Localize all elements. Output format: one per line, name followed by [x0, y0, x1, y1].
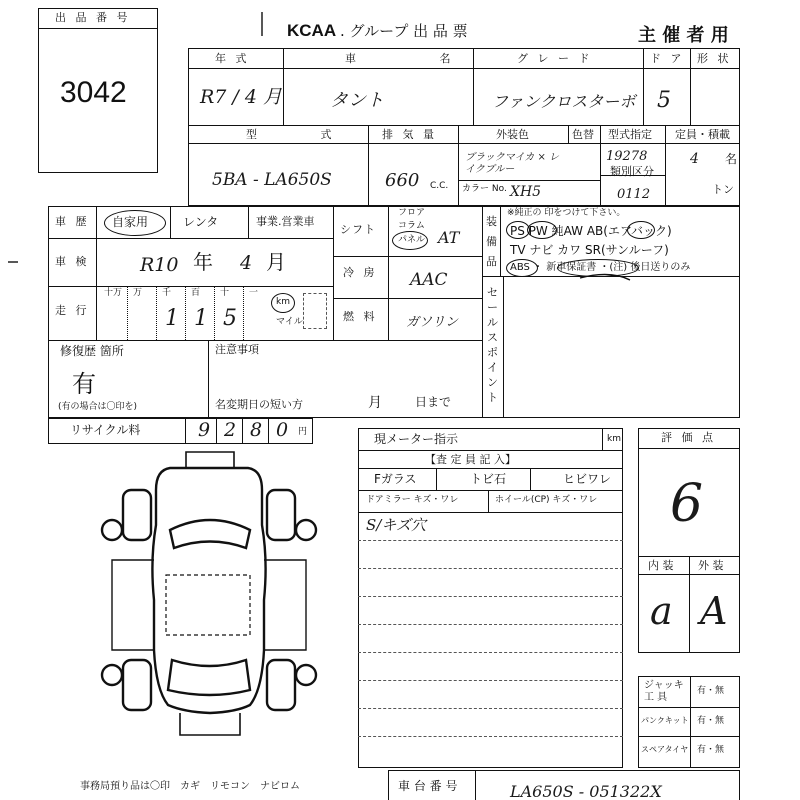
displacement-value: 660 [385, 170, 420, 191]
exterior-value: A [700, 589, 728, 633]
model-value: 5BA - LA650S [212, 170, 332, 190]
shift-option-panel[interactable]: パネル [398, 235, 426, 245]
mileage-digit-header: 十万 [104, 288, 123, 298]
handwritten-marks [8, 12, 630, 280]
color-code-label: カラー No. [462, 184, 507, 194]
notes-deadline-label: 名変期日の短い方 [215, 398, 303, 411]
grade-value: ファンクロスターボ [492, 92, 636, 111]
recycle-unit: 円 [298, 427, 308, 437]
notes-label: 注意事項 [215, 343, 259, 356]
equipment-row-3: ABS ・ 新車保証書 ・(注) 後日送りのみ [510, 262, 691, 273]
tool-puncture-value: 有・無 [697, 716, 725, 726]
inspection-month-value: 4 [240, 252, 253, 274]
doors-label: ド ア [650, 52, 685, 65]
exterior-color-label: 外装色 [496, 128, 529, 141]
mileage-digit-header: 百 [191, 288, 201, 298]
inspector-wheel: ホイール(CP) キズ・ワレ [495, 495, 598, 505]
fuel-value: ガソリン [406, 315, 459, 330]
color-code-value: XH5 [510, 184, 542, 200]
interior-value: a [650, 589, 673, 633]
fuel-label: 燃 料 [343, 310, 378, 323]
mileage-label: 走 行 [55, 304, 90, 317]
sheet-title: . グループ 出 品 票 [340, 22, 468, 40]
capacity-value: 4 [690, 151, 699, 167]
year-label: 年 式 [215, 52, 250, 65]
recycle-digit: 9 [198, 419, 211, 441]
recycle-digit: 8 [250, 419, 263, 441]
tool-puncture-label: パンクキット [641, 716, 689, 725]
shift-option-floor[interactable]: フロア [398, 208, 426, 218]
meter-unit: km [607, 434, 621, 444]
repair-note: (有の場合は〇印を) [58, 402, 138, 412]
tool-spare-value: 有・無 [697, 745, 725, 755]
equipment-note: ※純正の 印をつけて下さい。 [507, 208, 626, 218]
inspection-year-unit: 年 [193, 250, 213, 274]
equipment-label: 装 備 品 [486, 215, 497, 268]
model-label: 型 式 [246, 128, 362, 141]
score-value: 6 [670, 474, 704, 534]
recycle-digit: 2 [224, 419, 237, 441]
doors-value: 5 [657, 88, 671, 113]
category-label: 類別区分 [610, 165, 654, 178]
lot-number-label: 出 品 番 号 [55, 11, 131, 24]
capacity-label: 定員・積載 [675, 128, 730, 141]
office-note: 事務局預り品は〇印 カギ リモコン ナビロム [80, 781, 300, 792]
sales-point-label: セールスポイント [487, 286, 498, 404]
color-change-label: 色替 [572, 128, 594, 141]
category-value: 0112 [617, 187, 651, 202]
mileage-digit-header: 一 [249, 288, 259, 298]
recycle-label: リサイクル料 [70, 423, 141, 437]
tool-jack-label: ジャッキ 工 具 [644, 680, 684, 703]
history-option-private[interactable]: 自家用 [112, 215, 149, 229]
exterior-label: 外 装 [698, 559, 724, 572]
mileage-digit: 1 [194, 306, 208, 331]
repair-label: 修復歴 箇所 [60, 344, 124, 358]
tool-jack-value: 有・無 [697, 686, 725, 696]
load-unit: トン [712, 183, 734, 196]
type-designation-value: 19278 [606, 149, 648, 164]
mileage-unit-km: km [276, 297, 290, 307]
displacement-unit: C.C. [430, 181, 449, 191]
ac-value: AAC [410, 270, 448, 290]
chassis-value: LA650S - 051322X [510, 782, 662, 800]
shape-label: 形 状 [697, 52, 732, 65]
inspection-month-unit: 月 [266, 250, 286, 274]
type-designation-label: 型式指定 [608, 128, 652, 141]
inspector-chip: トビ石 [470, 472, 507, 486]
inspector-crack: ヒビワレ [563, 472, 612, 486]
mileage-digit: 1 [165, 306, 179, 331]
mileage-digit-header: 十 [220, 288, 230, 298]
notes-day-unit: 日まで [415, 395, 452, 409]
recycle-digit: 0 [276, 419, 289, 441]
history-option-rental[interactable]: レンタ [183, 215, 219, 229]
mileage-digit-header: 万 [133, 288, 143, 298]
inspector-door-mirror: ドアミラー キズ・ワレ [366, 495, 459, 505]
name-label: 車 名 [345, 52, 491, 65]
inspection-era-value: R10 [140, 254, 179, 276]
history-option-business[interactable]: 事業.営業車 [256, 215, 315, 228]
grade-label: グ レ ー ド [517, 52, 593, 65]
copy-type: 主 催 者 用 [638, 25, 729, 46]
equipment-row-1: PS PW 純AW AB(エアバック) [510, 224, 672, 238]
meter-label: 現メーター指示 [374, 432, 459, 446]
inspection-label: 車 検 [55, 255, 90, 268]
mileage-digit-header: 千 [162, 288, 172, 298]
car-outline [102, 452, 316, 735]
inspector-entry: S/キズ穴 [366, 516, 427, 534]
notes-month-unit: 月 [368, 395, 382, 411]
mileage-digit: 5 [223, 306, 237, 331]
exterior-color-value: ブラックマイカ × レイクブルー [465, 152, 560, 175]
mileage-unit-mile: マイル [276, 317, 303, 327]
displacement-label: 排 気 量 [382, 128, 437, 141]
year-value: R7 / 4 月 [200, 86, 283, 108]
ac-label: 冷 房 [343, 266, 378, 279]
tool-spare-label: スペアタイヤ [641, 745, 689, 754]
inspector-f-glass: Fガラス [374, 472, 417, 486]
shift-label: シフト [340, 223, 376, 236]
inspector-header: 【査 定 員 記 入】 [425, 453, 516, 466]
repair-value: 有 [72, 370, 96, 398]
interior-label: 内 装 [648, 559, 674, 572]
title-brand: KCAA [287, 21, 337, 40]
lot-number: 3042 [60, 76, 127, 109]
name-value: タント [330, 90, 384, 111]
chassis-label: 車 台 番 号 [398, 779, 458, 793]
equipment-row-2: TV ナビ カワ SR(サンルーフ) [510, 243, 669, 257]
shift-option-column[interactable]: コラム [398, 221, 425, 231]
score-label: 評 価 点 [661, 431, 716, 444]
history-label: 車 歴 [55, 215, 90, 228]
shift-value: AT [438, 228, 460, 247]
capacity-unit: 名 [725, 152, 738, 166]
